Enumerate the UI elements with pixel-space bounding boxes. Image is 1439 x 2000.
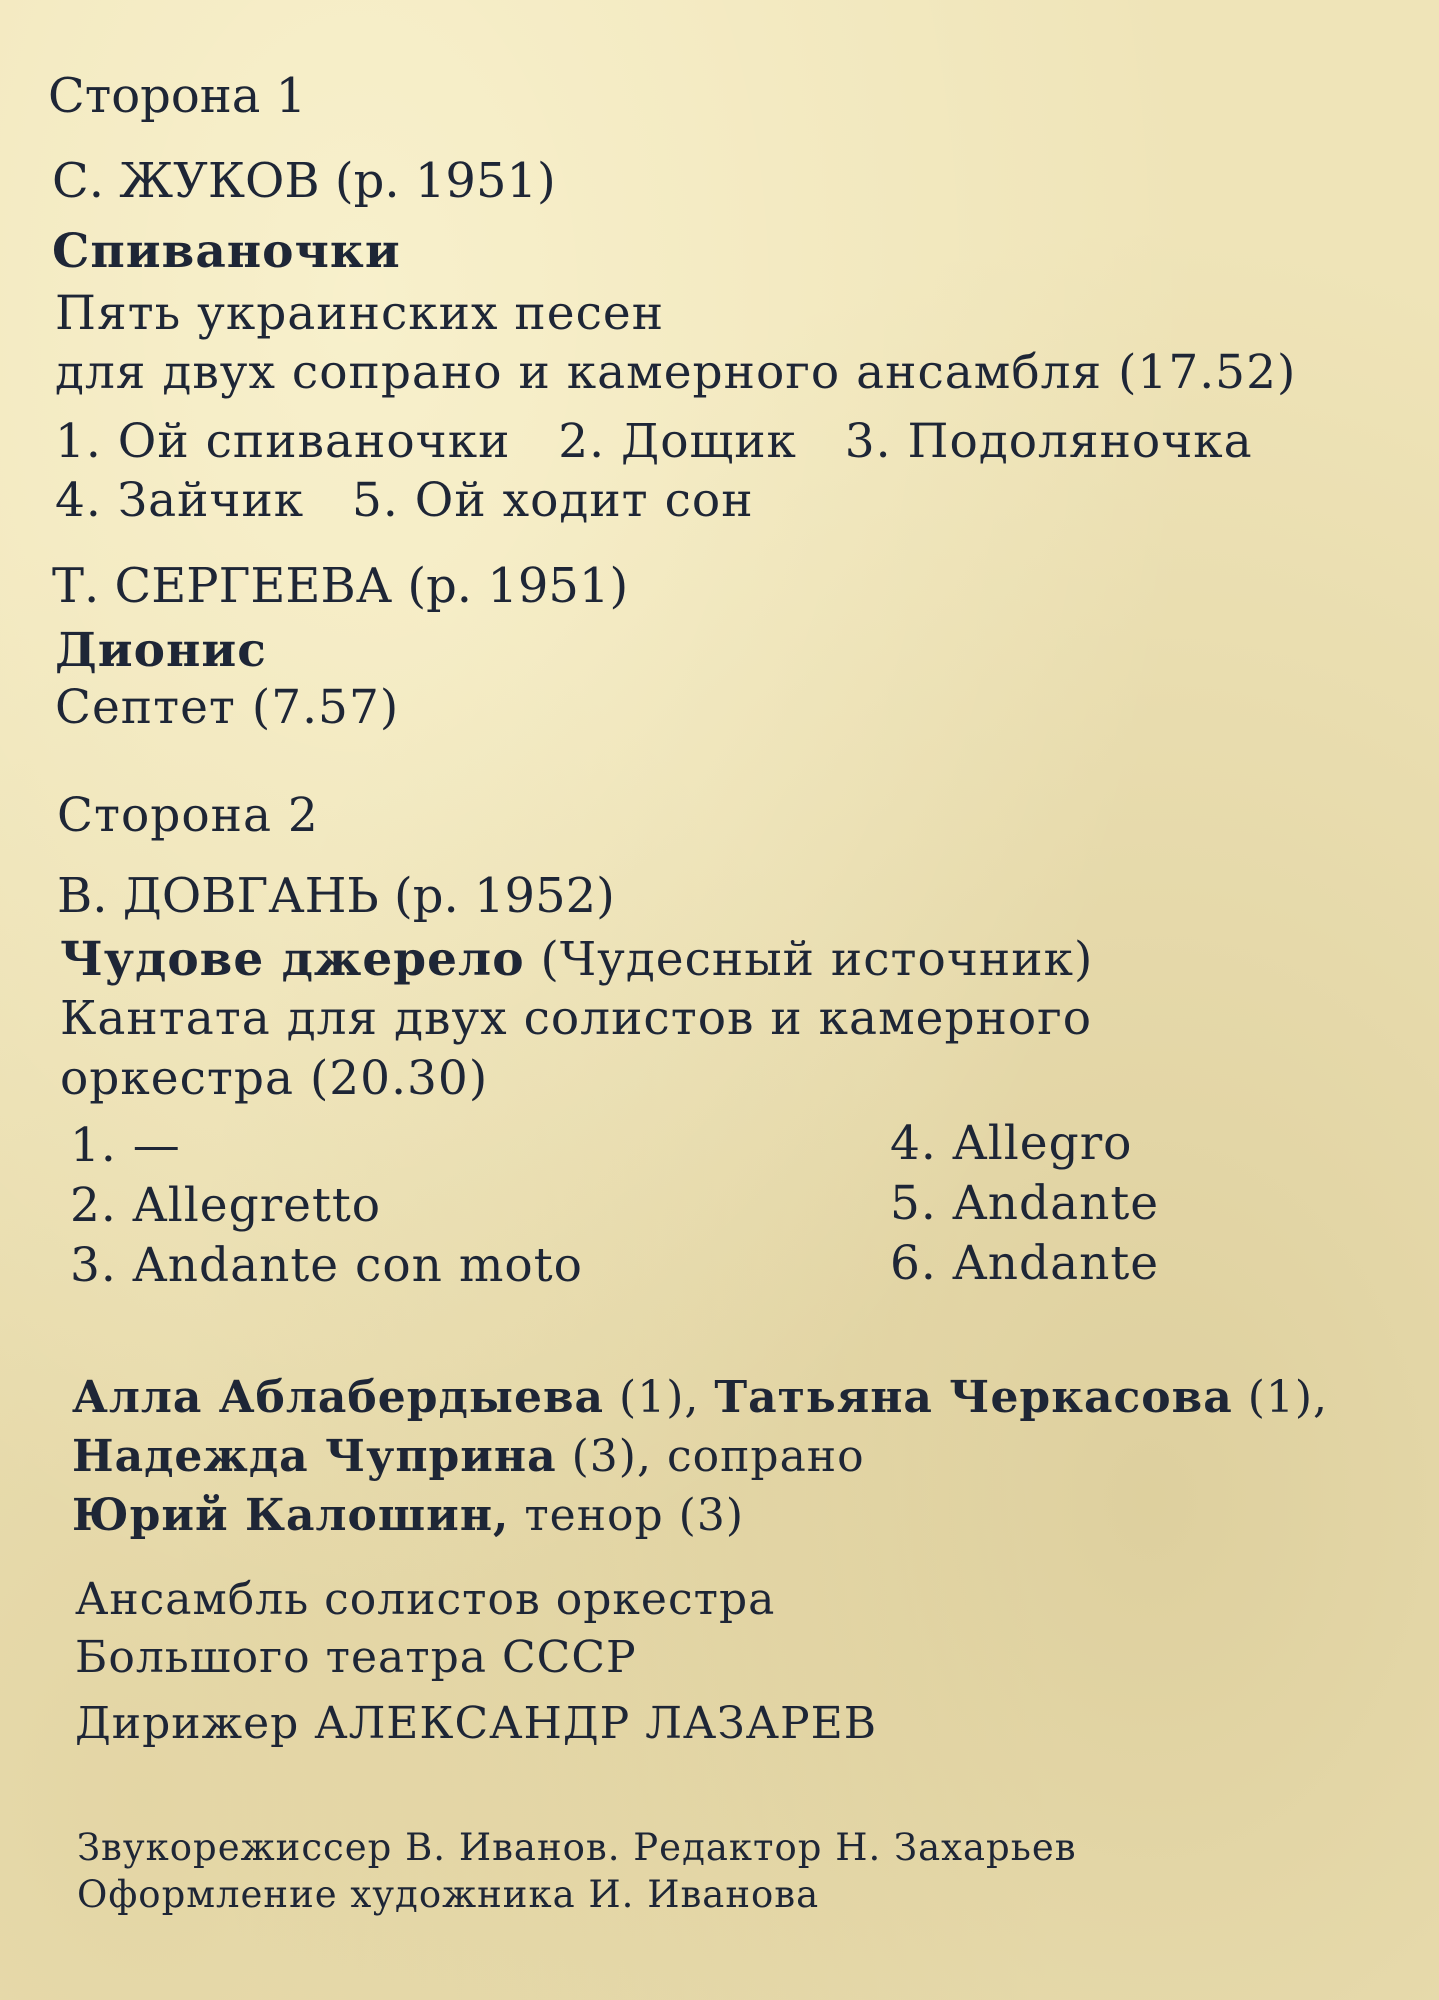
performers-line2: Надежда Чуприна (3), сопрано: [72, 1431, 865, 1482]
side1-work1-tracks-line2: 4. Зайчик 5. Ой ходит сон: [55, 473, 754, 528]
side2-heading: Сторона 2: [57, 788, 319, 843]
side1-work2-desc: Септет (7.57): [55, 680, 400, 735]
side1-work1-desc1: Пять украинских песен: [55, 286, 665, 341]
side1-work2-title: Дионис: [55, 623, 267, 678]
side1-work2-composer: Т. СЕРГЕЕВА: [52, 558, 393, 614]
movement-2: 2. Allegretto: [70, 1178, 382, 1233]
ensemble-line1: Ансамбль солистов оркестра: [75, 1574, 776, 1625]
side2-desc1: Кантата для двух солистов и камерного: [60, 991, 1093, 1046]
movement-6: 6. Andante: [890, 1236, 1160, 1291]
performer-1: Алла Аблабердыева: [72, 1372, 605, 1423]
side1-heading: Сторона 1: [48, 68, 307, 124]
side1-work1-title: Спиваночки: [52, 224, 401, 279]
side1-work1-years: (р. 1951): [334, 153, 556, 209]
performers-line3: Юрий Калошин, тенор (3): [72, 1490, 745, 1541]
movement-1: 1. —: [70, 1118, 181, 1173]
side2-years: (р. 1952): [394, 868, 615, 924]
movement-4: 4. Allegro: [890, 1116, 1133, 1171]
movement-5: 5. Andante: [890, 1176, 1160, 1231]
side2-title: Чудове джерело: [60, 932, 525, 987]
movement-3: 3. Andante con moto: [70, 1238, 583, 1293]
side2-title-line: [60, 932, 1094, 987]
side1-work2-composer-line: [52, 558, 629, 614]
credits-line1: Звукорежиссер В. Иванов. Редактор Н. Захарьев: [77, 1826, 1077, 1869]
side2-desc2: оркестра (20.30): [60, 1051, 489, 1106]
performer-4: Юрий Калошин,: [72, 1490, 510, 1541]
side1-work1-desc2: для двух сопрано и камерного ансамбля (17.52): [55, 345, 1297, 400]
side2-title-translation: (Чудесный источник): [540, 932, 1094, 987]
credits-line2: Оформление художника И. Иванова: [77, 1873, 820, 1916]
conductor: Дирижер АЛЕКСАНДР ЛАЗАРЕВ: [75, 1698, 878, 1749]
ensemble-line2: Большого театра СССР: [75, 1632, 637, 1683]
side1-work2-years: (р. 1951): [407, 558, 629, 614]
side2-composer: В. ДОВГАНЬ: [57, 868, 379, 924]
performer-3: Надежда Чуприна: [72, 1431, 557, 1482]
side1-work1-tracks-line1: 1. Ой спиваночки 2. Дощик 3. Подоляночка: [55, 414, 1253, 469]
side1-work1-composer: С. ЖУКОВ: [52, 153, 320, 209]
performers-line1: Алла Аблабердыева (1), Татьяна Черкасова (1),: [72, 1372, 1329, 1423]
performer-2: Татьяна Черкасова: [714, 1372, 1233, 1423]
side2-composer-line: [57, 868, 615, 924]
side1-work1-composer-line: [52, 153, 556, 209]
